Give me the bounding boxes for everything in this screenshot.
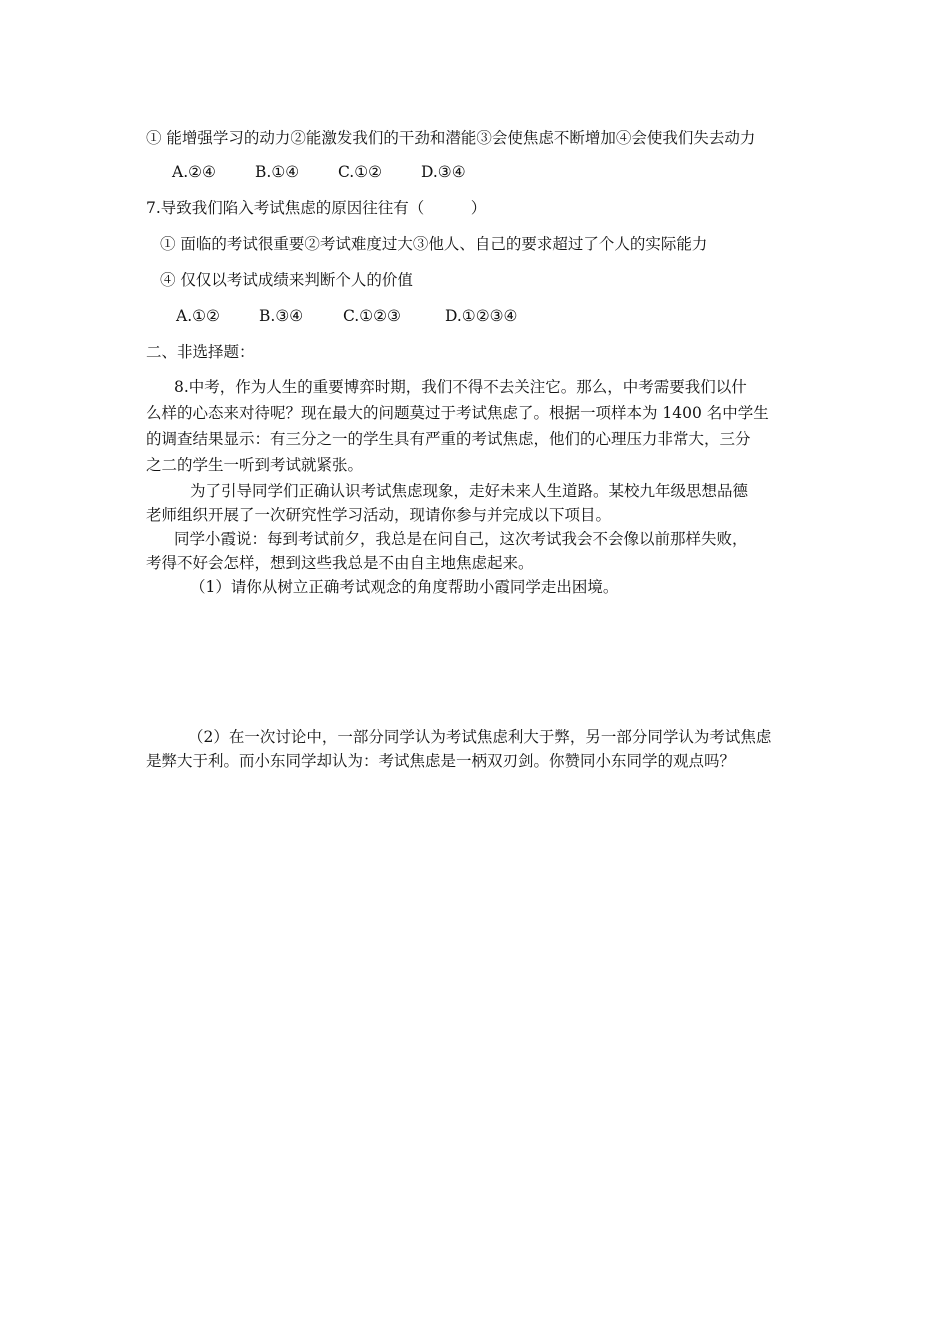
q6-options bbox=[172, 161, 466, 183]
q8-para2-line1: 为了引导同学们正确认识考试焦虑现象，走好未来人生道路。某校九年级思想品德 bbox=[190, 482, 749, 500]
q8-sub1: （1）请你从树立正确考试观念的角度帮助小霞同学走出困境。 bbox=[190, 578, 619, 596]
q8-sub2-line1: （2）在一次讨论中，一部分同学认为考试焦虑利大于弊，另一部分同学认为考试焦虑 bbox=[188, 728, 772, 746]
q7-options bbox=[176, 305, 517, 327]
q7-option-d: D.①②③④ bbox=[445, 307, 518, 325]
q7-statements-line2: ④ 仅仅以考试成绩来判断个人的价值 bbox=[160, 271, 413, 289]
q8-para1-line2: 么样的心态来对待呢？现在最大的问题莫过于考试焦虑了。根据一项样本为 1400 名中学生 bbox=[146, 404, 769, 422]
section-heading: 二、非选择题： bbox=[146, 343, 255, 361]
q8-para3-line1: 同学小霞说：每到考试前夕，我总是在问自己，这次考试我会不会像以前那样失败， bbox=[174, 530, 748, 548]
q7-stem: 7.导致我们陷入考试焦虑的原因往往有（ ） bbox=[146, 199, 487, 217]
q6-option-a: A.②④ bbox=[172, 163, 216, 181]
q7-option-a: A.①② bbox=[176, 307, 220, 325]
q6-statements: ① 能增强学习的动力②能激发我们的干劲和潜能③会使焦虑不断增加④会使我们失去动力 bbox=[146, 129, 756, 147]
q6-option-d: D.③④ bbox=[421, 163, 466, 181]
q7-statements-line1: ① 面临的考试很重要②考试难度过大③他人、自己的要求超过了个人的实际能力 bbox=[160, 235, 708, 253]
q8-para2-line2: 老师组织开展了一次研究性学习活动，现请你参与并完成以下项目。 bbox=[146, 506, 612, 524]
q8-para1-line1: 8.中考，作为人生的重要博弈时期，我们不得不去关注它。那么，中考需要我们以什 bbox=[174, 378, 747, 396]
q8-para1-line4: 之二的学生一听到考试就紧张。 bbox=[146, 456, 364, 474]
q6-option-c: C.①② bbox=[338, 163, 383, 181]
q8-para1-line3: 的调查结果显示：有三分之一的学生具有严重的考试焦虑，他们的心理压力非常大，三分 bbox=[146, 430, 751, 448]
q8-para3-line2: 考得不好会怎样，想到这些我总是不由自主地焦虑起来。 bbox=[146, 554, 534, 572]
q8-sub2-line2: 是弊大于利。而小东同学却认为：考试焦虑是一柄双刃剑。你赞同小东同学的观点吗？ bbox=[146, 752, 736, 770]
q7-option-b: B.③④ bbox=[259, 307, 304, 325]
q7-option-c: C.①②③ bbox=[343, 307, 401, 325]
q6-option-b: B.①④ bbox=[255, 163, 300, 181]
